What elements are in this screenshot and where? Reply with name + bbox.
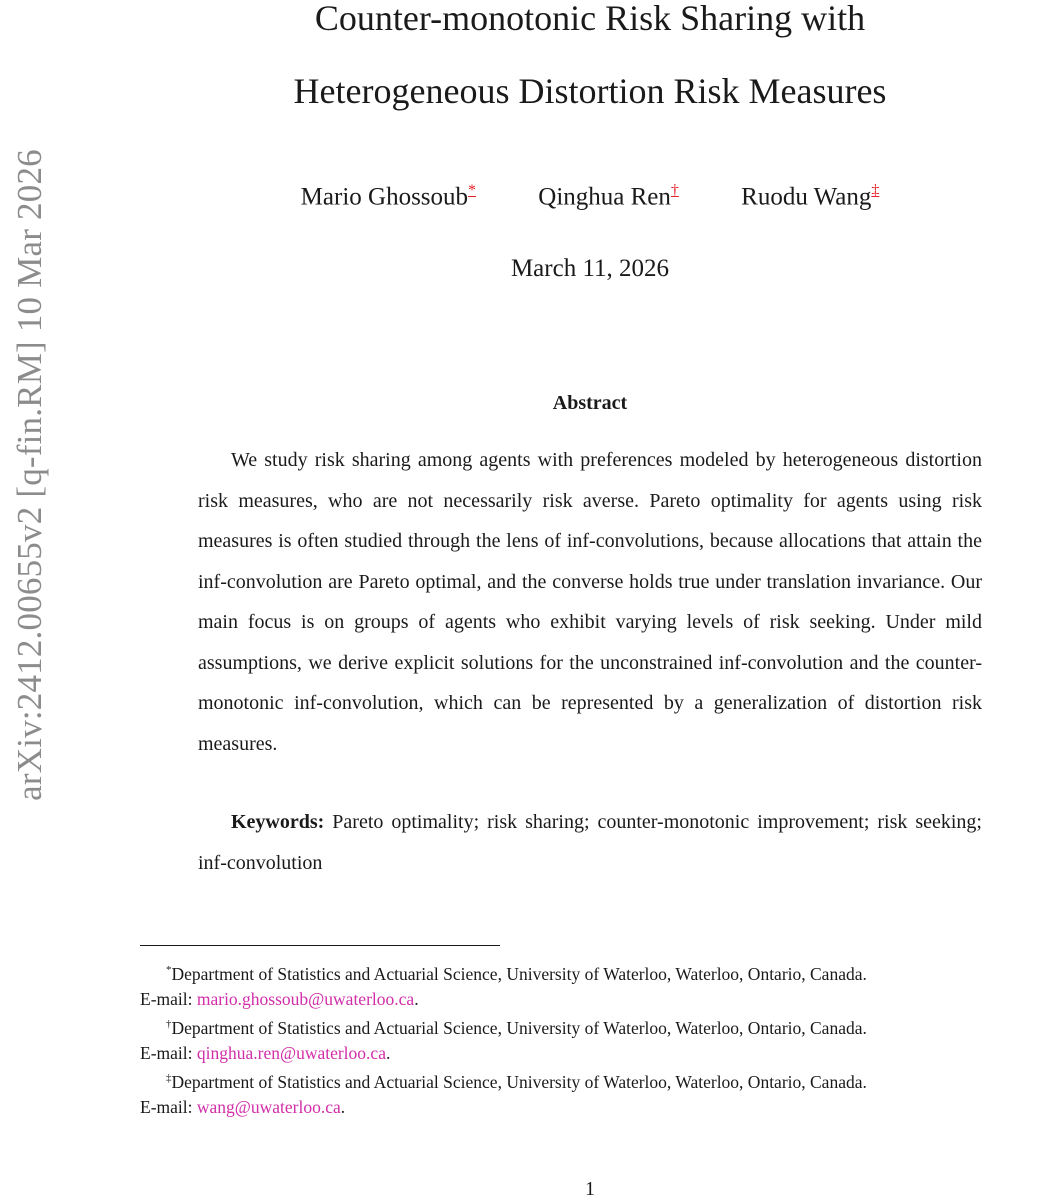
arxiv-id-text: arXiv:2412.00655v2 [q-fin.RM] 10 Mar 2026 [10,149,49,801]
footnote-affiliation: Department of Statistics and Actuarial Science, University of Waterloo, Waterloo, Ontario, Canada. [171,1017,867,1038]
footnote-affiliation: Department of Statistics and Actuarial Science, University of Waterloo, Waterloo, Ontario, Canada. [171,963,867,984]
author-list [160,182,1020,211]
email-label: E-mail: [140,1042,193,1063]
email-link[interactable]: wang@uwaterloo.ca [196,1096,341,1117]
footnote-mark-link[interactable]: * [468,182,477,199]
author-name: Mario Ghossoub [300,183,469,211]
footnote-2 [140,1012,1038,1066]
footnote-divider [140,945,500,946]
footnote-3 [140,1066,1038,1120]
footnote-end-punct: . [385,1042,391,1063]
publication-date: March 11, 2026 [510,255,670,282]
abstract-body: We study risk sharing among agents with preferences modeled by heterogeneous distortion risk measures, who are not necessarily risk averse. Pareto optimality for agents using risk measures is often studied through the lens of inf-convolutions, because allocations that attain the inf-convolution are Pareto optimal, and the converse holds true under translation invariance. Our main focus is on groups of agents who exhibit varying levels of risk seeking. Under mild assumptions, we derive explicit solutions for the unconstrained inf-convolution and the counter-monotonic inf-convolution, which can be represented by a generalization of distortion risk measures. [198,449,982,755]
footnote-mark: † [166,1018,172,1030]
page-number: 1 [585,1178,595,1200]
email-label: E-mail: [140,1096,193,1117]
author-1 [301,182,476,211]
paper-title-line-1: Counter-monotonic Risk Sharing with [314,0,866,38]
email-link[interactable]: mario.ghossoub@uwaterloo.ca [196,988,415,1009]
keywords-text: Pareto optimality; risk sharing; counter-monotonic improvement; risk seeking; inf-convolution [198,811,982,874]
abstract-heading: Abstract [552,392,628,414]
keywords-label: Keywords: [231,811,325,833]
footnote-mark: ‡ [166,1072,172,1084]
keywords-paragraph [198,802,982,883]
author-name: Qinghua Ren [538,183,671,211]
footnote-mark-link[interactable]: † [670,182,679,199]
arxiv-identifier-stamp [0,0,60,880]
email-label: E-mail: [140,988,193,1009]
footnote-mark-link[interactable]: ‡ [871,182,880,199]
author-name: Ruodu Wang [741,183,872,211]
footnote-1 [140,958,1038,1012]
footnote-mark: * [166,964,172,976]
footnote-end-punct: . [340,1096,346,1117]
footnote-affiliation: Department of Statistics and Actuarial Science, University of Waterloo, Waterloo, Ontario, Canada. [171,1071,867,1092]
author-3 [741,182,879,211]
footnote-end-punct: . [414,988,419,1009]
author-2 [538,182,679,211]
paper-title-line-2: Heterogeneous Distortion Risk Measures [293,71,887,111]
email-link[interactable]: qinghua.ren@uwaterloo.ca [196,1042,386,1063]
